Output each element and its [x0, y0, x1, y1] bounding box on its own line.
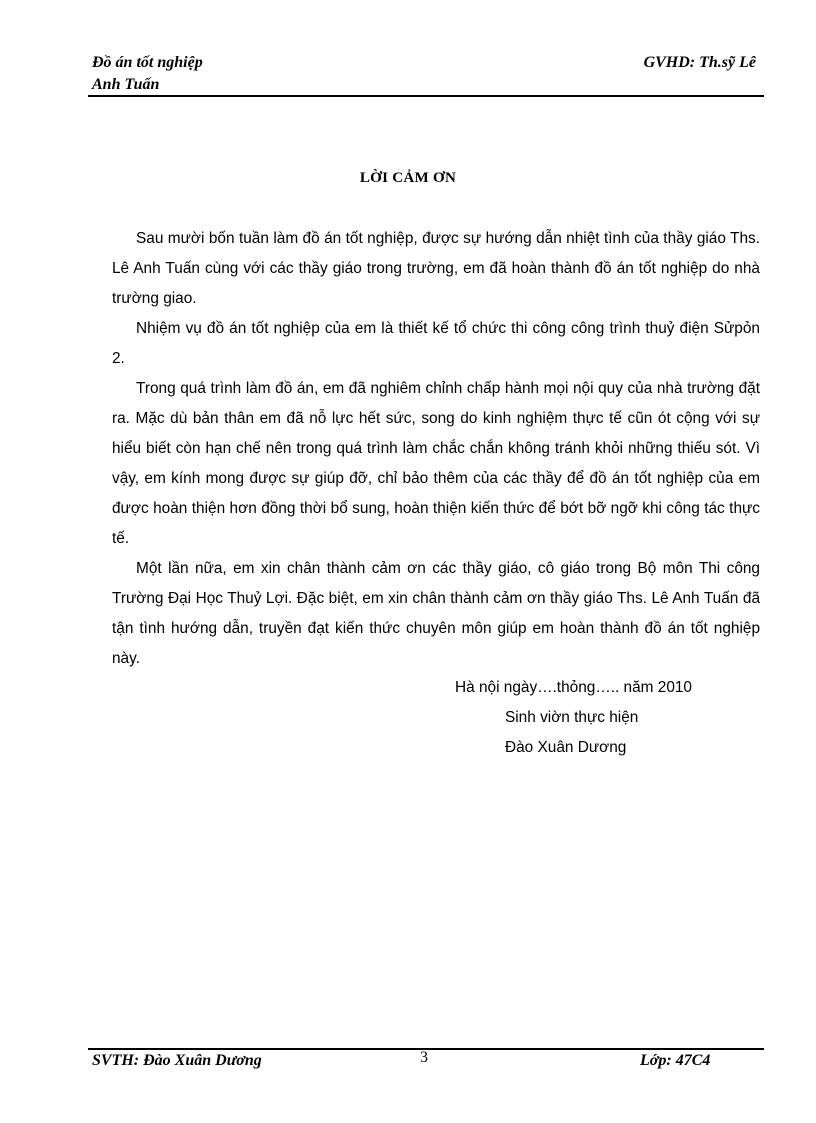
header-divider: [88, 95, 764, 97]
signature-name: Đào Xuân Dương: [505, 739, 627, 756]
paragraph-3: Trong quá trình làm đồ án, em đã nghiêm chỉnh chấp hành mọi nội quy của nhà trường đặt ra. Mặc dù bản thân em đã nỗ lực hết sức, song do kinh nghiệm thực tế cũn ót cộng với sự hiểu biết còn hạn chế nên trong quá trình làm chắc chắn không tránh khỏi những thiếu sót. Vì vậy, em kính mong được sự giúp đỡ, chỉ bảo thêm của các thầy để đồ án tốt nghiệp của em được hoàn thiện hơn đồng thời bổ sung, hoàn thiện kiến thức để bớt bỡ ngỡ khi công tác thực tế.: [112, 380, 760, 547]
paragraph-1: Sau mười bốn tuần làm đồ án tốt nghiệp, được sự hướng dẫn nhiệt tình của thầy giáo Ths. Lê Anh Tuấn cùng với các thầy giáo trong trường, em đã hoàn thành đồ án tốt nghiệp do nhà trường giao.: [112, 230, 760, 307]
signature-role: Sinh viờn thực hiện: [505, 709, 639, 726]
header-left: [92, 52, 203, 96]
paragraph-2: Nhiệm vụ đồ án tốt nghiệp của em là thiết kế tổ chức thi công công trình thuỷ điện Sửpỏn 2.: [112, 320, 760, 367]
header-advisor-name-cont: Anh Tuấn: [92, 76, 160, 93]
acknowledgement-body: [112, 224, 760, 674]
footer-student: SVTH: Đào Xuân Dương: [92, 1052, 262, 1069]
header-doc-type: Đồ án tốt nghiệp: [92, 54, 203, 71]
header-advisor: GVHD: Th.sỹ Lê: [643, 54, 756, 71]
signature-date: Hà nội ngày….thỏng….. năm 2010: [455, 679, 692, 696]
paragraph-4: Một lần nữa, em xin chân thành cảm ơn các thầy giáo, cô giáo trong Bộ môn Thi công Trường Đại Học Thuỷ Lợi. Đặc biệt, em xin chân thành cảm ơn thầy giáo Ths. Lê Anh Tuấn đã tận tình hướng dẫn, truyền đạt kiến thức chuyên môn giúp em hoàn thành đồ án tốt nghiệp này.: [112, 560, 760, 667]
page-title: LỜI CẢM ƠN: [359, 170, 457, 186]
signature-block: [455, 673, 692, 763]
footer-class: Lớp: 47C4: [640, 1052, 711, 1069]
page-number: 3: [420, 1049, 428, 1066]
